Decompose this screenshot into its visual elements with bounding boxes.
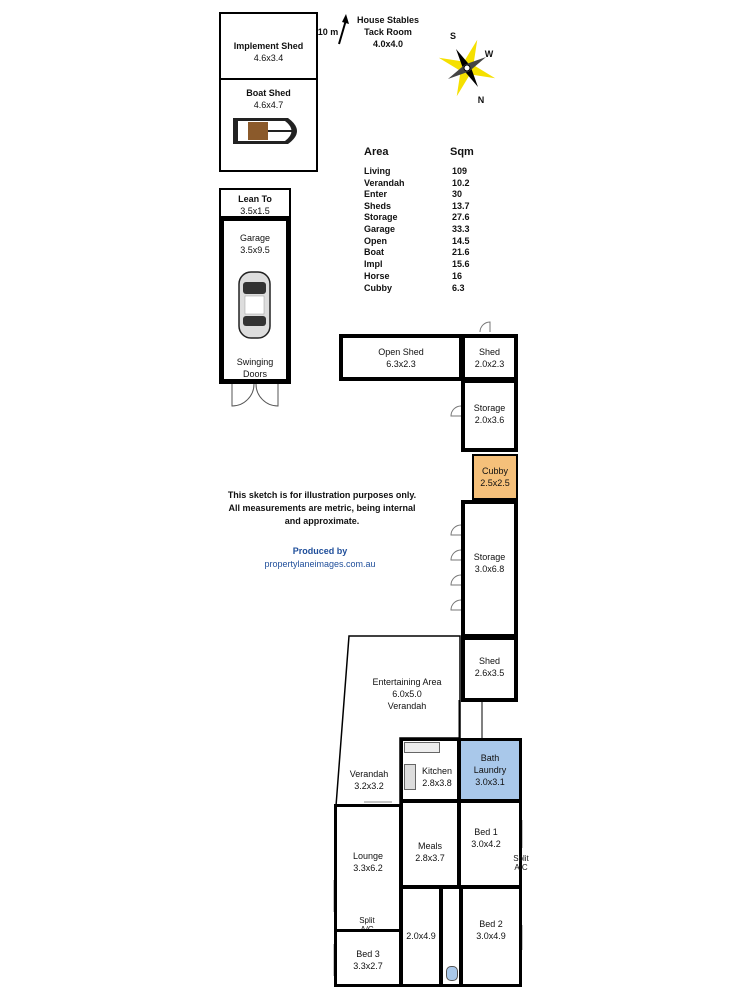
kitchen-bench bbox=[404, 742, 440, 753]
open-shed-label: Open Shed 6.3x2.3 bbox=[378, 347, 424, 369]
table-row: Cubby 6.3 bbox=[364, 283, 465, 293]
scale-label: 10 m bbox=[317, 27, 339, 37]
kitchen-label: Kitchen 2.8x3.8 bbox=[421, 766, 453, 788]
area-table bbox=[364, 146, 504, 296]
house-stables-label: House Stables Tack Room 4.0x4.0 bbox=[356, 15, 420, 49]
lounge-label: Lounge 3.3x6.2 bbox=[352, 851, 384, 873]
meals-label: Meals 2.8x3.7 bbox=[415, 841, 445, 863]
cubby-label: Cubby 2.5x2.5 bbox=[480, 466, 510, 488]
table-row: Horse 16 bbox=[364, 271, 463, 281]
implement-shed-label: Implement Shed 4.6x3.4 bbox=[233, 41, 304, 63]
table-row: Storage 27.6 bbox=[364, 212, 470, 222]
stove-icon bbox=[404, 764, 416, 790]
bed1-label: Bed 1 3.0x4.2 bbox=[471, 827, 501, 849]
bed3-label: Bed 3 3.3x2.7 bbox=[353, 949, 383, 971]
shed-bottom-label: Shed 2.6x3.5 bbox=[474, 656, 505, 678]
boat-shed-label: Boat Shed 4.6x4.7 bbox=[246, 88, 291, 110]
table-row: Open 14.5 bbox=[364, 236, 470, 246]
sqm-header: Sqm bbox=[450, 146, 474, 158]
split-ac-2: Split bbox=[359, 916, 375, 925]
table-row: Boat 21.6 bbox=[364, 247, 470, 257]
bed2-label: Bed 2 3.0x4.9 bbox=[476, 919, 506, 941]
bath-label: Bath Laundry 3.0x3.1 bbox=[473, 753, 507, 787]
produced-by: Produced by propertylaneimages.com.au bbox=[264, 546, 376, 569]
shed-top-label: Shed 2.0x2.3 bbox=[474, 347, 505, 369]
compass-n: N bbox=[477, 95, 485, 105]
garage-doors-label: Swinging Doors bbox=[236, 357, 274, 379]
area-header: Area bbox=[364, 146, 389, 158]
table-row: Verandah 10.2 bbox=[364, 178, 470, 188]
table-row: Impl 15.6 bbox=[364, 259, 470, 269]
study-label: 2.0x4.9 bbox=[406, 931, 436, 941]
split-ac-1: Split A/C bbox=[513, 854, 529, 872]
toilet-icon bbox=[446, 966, 458, 981]
table-row: Sheds 13.7 bbox=[364, 201, 470, 211]
table-row: Living 109 bbox=[364, 166, 468, 176]
storage-top-label: Storage 2.0x3.6 bbox=[473, 403, 506, 425]
lean-to-label: Lean To 3.5x1.5 bbox=[238, 194, 272, 216]
verandah-label: Verandah 3.2x3.2 bbox=[349, 769, 389, 791]
table-row: Enter 30 bbox=[364, 189, 463, 199]
disclaimer: This sketch is for illustration purposes only. All measurements are metric, being internal and approximate. bbox=[227, 490, 417, 526]
table-row: Garage 33.3 bbox=[364, 224, 470, 234]
compass-w: W bbox=[484, 49, 494, 59]
storage-big-label: Storage 3.0x6.8 bbox=[473, 552, 506, 574]
entertaining-label: Entertaining Area 6.0x5.0 Verandah bbox=[372, 677, 442, 711]
garage-label: Garage 3.5x9.5 bbox=[239, 233, 271, 255]
compass-s: S bbox=[449, 31, 456, 41]
